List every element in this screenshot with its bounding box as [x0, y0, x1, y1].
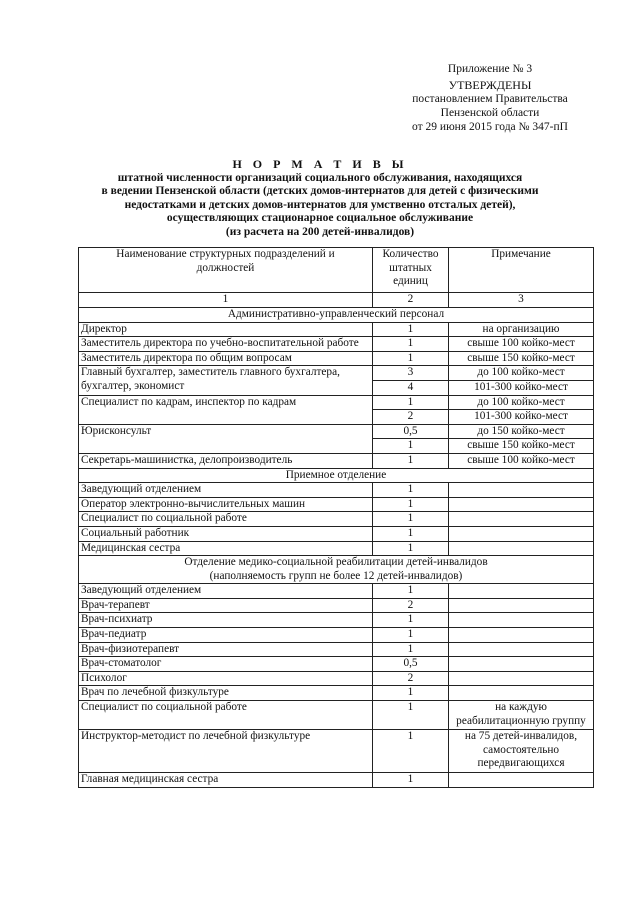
- table-row: [79, 351, 594, 366]
- heading-line: в ведении Пензенской области (детских домов-интернатов для детей с физическими: [101, 185, 539, 198]
- note: на организацию: [449, 322, 594, 337]
- position-name: Инструктор-методист по лечебной физкультуре: [79, 730, 373, 773]
- position-name: Специалист по социальной работе: [79, 512, 373, 527]
- table-row: [79, 497, 594, 512]
- document-heading: [60, 158, 580, 240]
- table-row: [79, 628, 594, 643]
- column-header: Примечание: [449, 248, 594, 293]
- note: [449, 686, 594, 701]
- position-name: Врач-психиатр: [79, 613, 373, 628]
- note: 101-300 койко-мест: [449, 380, 594, 395]
- approval-block: [390, 62, 590, 134]
- staff-count: 1: [373, 773, 449, 788]
- column-header: Наименование структурных подразделений и должностей: [79, 248, 373, 293]
- note: на каждую реабилитационную группу: [449, 701, 594, 730]
- staff-count: 2: [373, 410, 449, 425]
- note: [449, 541, 594, 556]
- staff-count: 1: [373, 701, 449, 730]
- staff-count: 2: [373, 671, 449, 686]
- table-row: [79, 541, 594, 556]
- note: 101-300 койко-мест: [449, 410, 594, 425]
- position-name: Специалист по кадрам, инспектор по кадрам: [79, 395, 373, 424]
- staff-count: 1: [373, 512, 449, 527]
- table-row: [79, 701, 594, 730]
- staff-count: 1: [373, 686, 449, 701]
- column-numbers-row: [79, 293, 594, 308]
- staff-count: 0,5: [373, 657, 449, 672]
- document-title: Н О Р М А Т И В Ы: [232, 157, 408, 171]
- table-row: [79, 453, 594, 468]
- position-name: Психолог: [79, 671, 373, 686]
- note: [449, 671, 594, 686]
- approved-label: УТВЕРЖДЕНЫ: [448, 78, 532, 92]
- table-header-row: [79, 248, 594, 293]
- note: [449, 613, 594, 628]
- section-title: Отделение медико-социальной реабилитации детей-инвалидов: [184, 556, 488, 569]
- position-name: Социальный работник: [79, 526, 373, 541]
- position-name: Директор: [79, 322, 373, 337]
- note: свыше 150 койко-мест: [449, 351, 594, 366]
- staffing-table: [78, 247, 594, 788]
- table-row: [79, 483, 594, 498]
- column-header: Количество штатных единиц: [373, 248, 449, 293]
- note: свыше 100 койко-мест: [449, 337, 594, 352]
- table-row: [79, 322, 594, 337]
- position-name: Медицинская сестра: [79, 541, 373, 556]
- heading-line: штатной численности организаций социального обслуживания, находящихся: [117, 171, 523, 184]
- position-name: Врач-физиотерапевт: [79, 642, 373, 657]
- position-name: Заведующий отделением: [79, 483, 373, 498]
- approval-line: постановлением Правительства: [412, 93, 568, 105]
- table-row: [79, 730, 594, 773]
- table-row: [79, 337, 594, 352]
- section-title: Административно-управленческий персонал: [79, 308, 594, 323]
- section-title-cell: [79, 556, 594, 584]
- staff-count: 1: [373, 642, 449, 657]
- section-row: [79, 556, 594, 584]
- position-name: Главная медицинская сестра: [79, 773, 373, 788]
- table-row: [79, 598, 594, 613]
- note: [449, 657, 594, 672]
- column-number: 1: [79, 293, 373, 308]
- column-number: 2: [373, 293, 449, 308]
- heading-line: (из расчета на 200 детей-инвалидов): [225, 225, 415, 238]
- table-row: [79, 512, 594, 527]
- section-row: [79, 308, 594, 323]
- table-row: [79, 366, 594, 381]
- table-row: [79, 773, 594, 788]
- staff-count: 1: [373, 497, 449, 512]
- staff-count: 1: [373, 439, 449, 454]
- note: [449, 526, 594, 541]
- section-row: [79, 468, 594, 483]
- staff-count: 1: [373, 483, 449, 498]
- staff-count: 4: [373, 380, 449, 395]
- note: [449, 584, 594, 599]
- note: [449, 497, 594, 512]
- position-name: Врач-стоматолог: [79, 657, 373, 672]
- staff-count: 0,5: [373, 424, 449, 439]
- note: до 100 койко-мест: [449, 395, 594, 410]
- position-name: Юрисконсульт: [79, 424, 373, 453]
- note: свыше 100 койко-мест: [449, 453, 594, 468]
- heading-line: недостатками и детских домов-интернатов для умственно отсталых детей),: [124, 198, 516, 211]
- staff-count: 2: [373, 598, 449, 613]
- note: до 100 койко-мест: [449, 366, 594, 381]
- position-name: Заместитель директора по общим вопросам: [79, 351, 373, 366]
- note: [449, 483, 594, 498]
- section-subtitle: (наполняемость групп не более 12 детей-инвалидов): [209, 569, 463, 582]
- approval-line: Пензенской области: [440, 107, 540, 119]
- position-name: Врач-педиатр: [79, 628, 373, 643]
- table-row: [79, 584, 594, 599]
- position-name: Заведующий отделением: [79, 584, 373, 599]
- note: [449, 598, 594, 613]
- position-name: Заместитель директора по учебно-воспитательной работе: [79, 337, 373, 352]
- table-row: [79, 657, 594, 672]
- staff-count: 1: [373, 526, 449, 541]
- staff-count: 1: [373, 453, 449, 468]
- note: до 150 койко-мест: [449, 424, 594, 439]
- table-row: [79, 424, 594, 439]
- table-row: [79, 526, 594, 541]
- note: на 75 детей-инвалидов, самостоятельно передвигающихся: [449, 730, 594, 773]
- column-number: 3: [449, 293, 594, 308]
- note: [449, 628, 594, 643]
- heading-line: осуществляющих стационарное социальное обслуживание: [166, 212, 474, 225]
- position-name: Врач-терапевт: [79, 598, 373, 613]
- approval-line: от 29 июня 2015 года № 347-пП: [412, 121, 568, 133]
- table-row: [79, 671, 594, 686]
- staff-count: 1: [373, 541, 449, 556]
- appendix-label: Приложение № 3: [447, 63, 533, 75]
- table-row: [79, 613, 594, 628]
- note: [449, 773, 594, 788]
- section-title: Приемное отделение: [79, 468, 594, 483]
- staff-count: 1: [373, 628, 449, 643]
- staff-count: 1: [373, 613, 449, 628]
- position-name: Оператор электронно-вычислительных машин: [79, 497, 373, 512]
- staff-count: 1: [373, 337, 449, 352]
- staff-count: 1: [373, 584, 449, 599]
- position-name: Врач по лечебной физкультуре: [79, 686, 373, 701]
- note: [449, 512, 594, 527]
- table-row: [79, 686, 594, 701]
- table-row: [79, 395, 594, 410]
- position-name: Главный бухгалтер, заместитель главного бухгалтера, бухгалтер, экономист: [79, 366, 373, 395]
- staff-count: 1: [373, 395, 449, 410]
- table-row: [79, 642, 594, 657]
- staff-count: 1: [373, 322, 449, 337]
- note: свыше 150 койко-мест: [449, 439, 594, 454]
- staff-count: 1: [373, 351, 449, 366]
- position-name: Секретарь-машинистка, делопроизводитель: [79, 453, 373, 468]
- note: [449, 642, 594, 657]
- staff-count: 3: [373, 366, 449, 381]
- staff-count: 1: [373, 730, 449, 773]
- position-name: Специалист по социальной работе: [79, 701, 373, 730]
